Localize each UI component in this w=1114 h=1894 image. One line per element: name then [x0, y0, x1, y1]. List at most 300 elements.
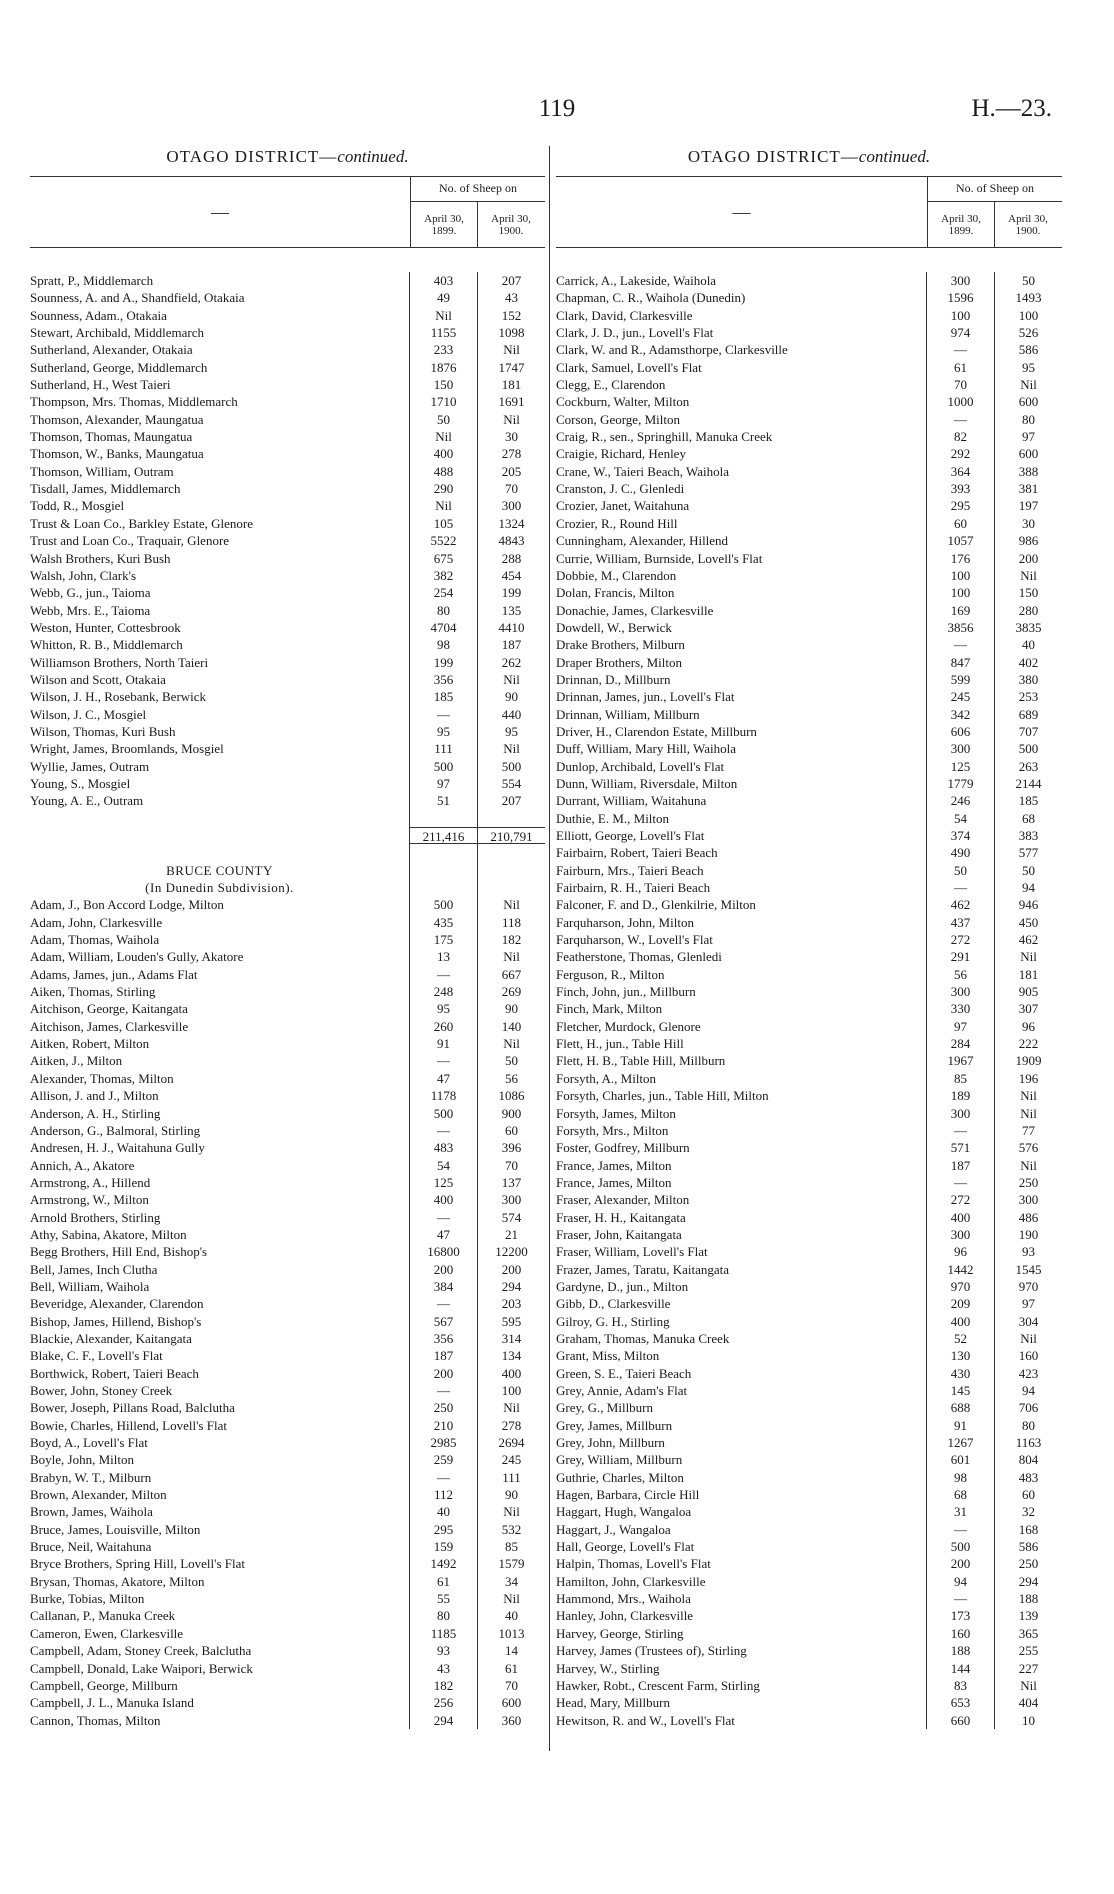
sheep-1900: 187	[477, 636, 545, 653]
sheep-1899: 300	[926, 1226, 994, 1243]
sheep-1899: 970	[926, 1278, 994, 1295]
sheep-1899: 160	[926, 1625, 994, 1642]
sheep-1900: 182	[477, 931, 545, 948]
sheep-1900: 222	[994, 1035, 1062, 1052]
table-row	[556, 654, 1062, 671]
right-title-continued: continued.	[858, 147, 931, 166]
sheep-1900: 10	[994, 1712, 1062, 1729]
sheep-1900: 134	[477, 1347, 545, 1364]
owner-name: Callanan, P., Manuka Creek	[30, 1608, 176, 1624]
table-row	[556, 272, 1062, 289]
table-row	[30, 463, 545, 480]
owner-name: (In Dunedin Subdivision).	[145, 880, 294, 896]
sheep-1899	[409, 810, 477, 827]
sheep-1900: 707	[994, 723, 1062, 740]
table-row	[556, 636, 1062, 653]
sheep-1900: 486	[994, 1209, 1062, 1226]
sheep-1899: 169	[926, 602, 994, 619]
owner-name: Finch, Mark, Milton	[556, 1001, 663, 1017]
table-row	[556, 1226, 1062, 1243]
sheep-1899: 356	[409, 671, 477, 688]
owner-name: Drinnan, William, Millburn	[556, 706, 700, 722]
sheep-1899	[409, 879, 477, 896]
table-row	[556, 463, 1062, 480]
sheep-1899: 1492	[409, 1555, 477, 1572]
sheep-1900: 440	[477, 706, 545, 723]
table-row	[30, 966, 545, 983]
table-row	[30, 1712, 545, 1729]
document-reference: H.—23.	[971, 95, 1052, 122]
sheep-1900: 85	[477, 1538, 545, 1555]
owner-name: Stewart, Archibald, Middlemarch	[30, 325, 205, 341]
sheep-1899: 660	[926, 1712, 994, 1729]
sheep-1899: 246	[926, 792, 994, 809]
table-row	[556, 1521, 1062, 1538]
table-row	[556, 567, 1062, 584]
owner-name	[30, 844, 409, 861]
sheep-1899: 599	[926, 671, 994, 688]
table-row	[30, 983, 545, 1000]
sheep-1900: 1909	[994, 1052, 1062, 1069]
sheep-1899: 60	[926, 515, 994, 532]
owner-name: Halpin, Thomas, Lovell's Flat	[556, 1556, 711, 1572]
table-row	[30, 636, 545, 653]
owner-name: Grey, William, Millburn	[556, 1452, 683, 1468]
sheep-1900: Nil	[477, 1503, 545, 1520]
sheep-1900: Nil	[994, 1157, 1062, 1174]
sheep-1900: 278	[477, 445, 545, 462]
section-heading	[30, 862, 545, 879]
sheep-1899: 52	[926, 1330, 994, 1347]
table-row	[30, 1434, 545, 1451]
table-row	[30, 307, 545, 324]
table-row	[30, 1607, 545, 1624]
sheep-1899: 80	[409, 1607, 477, 1624]
table-row	[556, 1209, 1062, 1226]
sheep-1900: 304	[994, 1313, 1062, 1330]
table-row	[556, 914, 1062, 931]
sheep-1900: 1545	[994, 1261, 1062, 1278]
sheep-1899: 209	[926, 1295, 994, 1312]
owner-name: Bryce Brothers, Spring Hill, Lovell's Flat	[30, 1556, 246, 1572]
owner-name: Clark, David, Clarkesville	[556, 307, 693, 323]
sheep-1900: 168	[994, 1521, 1062, 1538]
sheep-1899: 675	[409, 550, 477, 567]
sheep-1900: 253	[994, 688, 1062, 705]
sheep-1899: 490	[926, 844, 994, 861]
sheep-1900: 140	[477, 1018, 545, 1035]
sheep-1900: Nil	[477, 1590, 545, 1607]
owner-name: Featherstone, Thomas, Glenledi	[556, 949, 722, 965]
table-row	[556, 1538, 1062, 1555]
owner-name: Webb, G., jun., Taioma	[30, 585, 151, 601]
owner-name: BRUCE COUNTY	[166, 862, 273, 878]
sheep-1899: —	[409, 1295, 477, 1312]
sheep-1900	[477, 844, 545, 861]
table-row	[30, 1018, 545, 1035]
owner-name: Drake Brothers, Milburn	[556, 637, 685, 653]
sheep-1899: 374	[926, 827, 994, 844]
sheep-1899: 233	[409, 341, 477, 358]
no-of-sheep-label: No. of Sheep on	[928, 177, 1062, 202]
sheep-1899	[409, 862, 477, 879]
owner-name: Boyle, John, Milton	[30, 1452, 135, 1468]
table-row	[30, 324, 545, 341]
sheep-1900: 500	[994, 740, 1062, 757]
sheep-1900: 70	[477, 1677, 545, 1694]
table-row	[30, 1694, 545, 1711]
owner-name: Fraser, Alexander, Milton	[556, 1192, 690, 1208]
sheep-count-header	[410, 177, 545, 247]
left-table-header	[30, 176, 545, 248]
sheep-1899: 200	[926, 1555, 994, 1572]
sheep-1899: 974	[926, 324, 994, 341]
sheep-1900: 207	[477, 792, 545, 809]
table-row	[30, 359, 545, 376]
sheep-1899: 159	[409, 1538, 477, 1555]
sheep-1900: 689	[994, 706, 1062, 723]
table-row	[30, 671, 545, 688]
table-row	[30, 602, 545, 619]
sheep-1899: —	[926, 341, 994, 358]
table-row	[556, 1660, 1062, 1677]
owner-name: Bruce, James, Louisville, Milton	[30, 1521, 201, 1537]
sheep-1899: 210	[409, 1417, 477, 1434]
owner-name: Crane, W., Taieri Beach, Waihola	[556, 463, 730, 479]
table-row	[30, 1642, 545, 1659]
table-row	[30, 1295, 545, 1312]
sheep-1900: 97	[994, 1295, 1062, 1312]
sheep-1899: 245	[926, 688, 994, 705]
sheep-1900: 462	[994, 931, 1062, 948]
sheep-1899: 130	[926, 1347, 994, 1364]
sheep-1899: 97	[926, 1018, 994, 1035]
table-row	[556, 896, 1062, 913]
sheep-1899: 187	[926, 1157, 994, 1174]
owner-name: Aiken, Thomas, Stirling	[30, 984, 156, 1000]
year-1899-header: April 30, 1899.	[424, 212, 464, 237]
owner-name: Webb, Mrs. E., Taioma	[30, 602, 151, 618]
table-row	[30, 758, 545, 775]
table-row	[556, 1122, 1062, 1139]
sheep-1899: 111	[409, 740, 477, 757]
table-row	[30, 740, 545, 757]
table-row	[556, 307, 1062, 324]
sheep-1900: 32	[994, 1503, 1062, 1520]
table-row	[556, 445, 1062, 462]
sheep-1899: 500	[926, 1538, 994, 1555]
table-row	[556, 1573, 1062, 1590]
table-row	[30, 1191, 545, 1208]
sheep-1899: 403	[409, 272, 477, 289]
sheep-1899: 393	[926, 480, 994, 497]
owner-name: Armstrong, W., Milton	[30, 1192, 149, 1208]
owner-name: Durrant, William, Waitahuna	[556, 793, 707, 809]
sheep-1900: 190	[994, 1226, 1062, 1243]
table-row	[556, 480, 1062, 497]
sheep-1900: 483	[994, 1469, 1062, 1486]
table-row	[30, 1347, 545, 1364]
sheep-1900: Nil	[994, 567, 1062, 584]
table-row	[556, 1000, 1062, 1017]
table-row	[30, 654, 545, 671]
table-row	[556, 931, 1062, 948]
sheep-1900: 40	[477, 1607, 545, 1624]
owner-name: Adam, Thomas, Waihola	[30, 932, 160, 948]
owner-name: Crozier, Janet, Waitahuna	[556, 498, 690, 514]
sheep-1899: 100	[926, 567, 994, 584]
table-row	[30, 1139, 545, 1156]
owner-name: Todd, R., Mosgiel	[30, 498, 125, 514]
sheep-1899: 847	[926, 654, 994, 671]
owner-name: Spratt, P., Middlemarch	[30, 273, 154, 288]
table-row	[556, 1313, 1062, 1330]
sheep-1899: 91	[926, 1417, 994, 1434]
sheep-1899: 145	[926, 1382, 994, 1399]
owner-name: Adam, J., Bon Accord Lodge, Milton	[30, 897, 224, 913]
sheep-1899: 1057	[926, 532, 994, 549]
sheep-1899: —	[926, 636, 994, 653]
table-row	[556, 376, 1062, 393]
sheep-1900: 12200	[477, 1243, 545, 1260]
sheep-1899: —	[926, 1521, 994, 1538]
owner-name: Thompson, Mrs. Thomas, Middlemarch	[30, 394, 238, 410]
table-row	[556, 1503, 1062, 1520]
table-row	[556, 359, 1062, 376]
table-row	[30, 1382, 545, 1399]
sheep-1900: 50	[994, 862, 1062, 879]
owner-name: Adams, James, jun., Adams Flat	[30, 966, 198, 982]
table-row	[30, 896, 545, 913]
sheep-1900: 77	[994, 1122, 1062, 1139]
table-row	[556, 289, 1062, 306]
sheep-1899: 112	[409, 1486, 477, 1503]
sheep-1899: 188	[926, 1642, 994, 1659]
table-row	[30, 1573, 545, 1590]
sheep-1899: 16800	[409, 1243, 477, 1260]
sheep-1899: 300	[926, 272, 994, 289]
table-row	[30, 289, 545, 306]
table-row	[556, 1070, 1062, 1087]
table-row	[556, 1191, 1062, 1208]
sheep-1900: 210,791	[477, 827, 545, 844]
sheep-1900: 388	[994, 463, 1062, 480]
owner-name: Grey, Annie, Adam's Flat	[556, 1383, 688, 1398]
owner-name: Hanley, John, Clarkesville	[556, 1608, 694, 1624]
owner-name: Dobbie, M., Clarendon	[556, 567, 677, 583]
owner-name: Thomson, William, Outram	[30, 463, 174, 479]
left-title-main: OTAGO DISTRICT—	[166, 147, 338, 166]
table-row	[556, 619, 1062, 636]
sheep-1900: 383	[994, 827, 1062, 844]
sheep-1900: 365	[994, 1625, 1062, 1642]
sheep-1899: 342	[926, 706, 994, 723]
sheep-1900: 300	[994, 1191, 1062, 1208]
owner-name: Anderson, G., Balmoral, Stirling	[30, 1122, 201, 1138]
sheep-1899: 173	[926, 1607, 994, 1624]
sheep-1900: 1691	[477, 393, 545, 410]
sheep-1900: Nil	[477, 740, 545, 757]
sheep-1900: Nil	[994, 1087, 1062, 1104]
sheep-1899: 382	[409, 567, 477, 584]
sheep-1899: 601	[926, 1451, 994, 1468]
owner-name: Harvey, George, Stirling	[556, 1625, 684, 1641]
sheep-1900: Nil	[477, 948, 545, 965]
owner-name: Gilroy, G. H., Stirling	[556, 1313, 670, 1329]
sheep-1899: 1000	[926, 393, 994, 410]
owner-name: Fairbairn, Robert, Taieri Beach	[556, 845, 718, 861]
sheep-1899: 653	[926, 1694, 994, 1711]
sheep-1899: 47	[409, 1226, 477, 1243]
table-row	[556, 324, 1062, 341]
table-row	[556, 1434, 1062, 1451]
sheep-1900	[477, 879, 545, 896]
sheep-1900: 90	[477, 1000, 545, 1017]
sheep-1899: 1876	[409, 359, 477, 376]
owner-name: Dowdell, W., Berwick	[556, 619, 672, 635]
owner-name: Fairburn, Mrs., Taieri Beach	[556, 862, 704, 878]
table-row	[30, 792, 545, 809]
table-row	[556, 775, 1062, 792]
sheep-1900: 135	[477, 602, 545, 619]
sheep-1899: 150	[409, 376, 477, 393]
owner-name: Allison, J. and J., Milton	[30, 1088, 159, 1104]
sheep-1900: 199	[477, 584, 545, 601]
right-title-main: OTAGO DISTRICT—	[687, 147, 859, 166]
owner-name: Frazer, James, Taratu, Kaitangata	[556, 1261, 730, 1277]
sheep-1900: Nil	[477, 341, 545, 358]
sheep-1899: 80	[409, 602, 477, 619]
sheep-1900: 70	[477, 1157, 545, 1174]
owner-name: Harvey, W., Stirling	[556, 1660, 660, 1676]
owner-name: Grant, Miss, Milton	[556, 1348, 660, 1364]
sheep-1899: 200	[409, 1365, 477, 1382]
table-row	[556, 1417, 1062, 1434]
table-row	[30, 1000, 545, 1017]
table-row	[30, 428, 545, 445]
sheep-1900: 1324	[477, 515, 545, 532]
sheep-1900	[477, 810, 545, 827]
table-row	[556, 1261, 1062, 1278]
owner-name: Bell, James, Inch Clutha	[30, 1261, 158, 1277]
sheep-1899: 400	[409, 445, 477, 462]
sheep-1900: 150	[994, 584, 1062, 601]
sheep-1899: 567	[409, 1313, 477, 1330]
owner-name	[30, 827, 409, 844]
table-row	[30, 1677, 545, 1694]
sheep-1900: 554	[477, 775, 545, 792]
table-row	[30, 1660, 545, 1677]
owner-name: Drinnan, James, jun., Lovell's Flat	[556, 689, 735, 705]
sheep-1900: 200	[994, 550, 1062, 567]
sheep-1900: 255	[994, 1642, 1062, 1659]
sheep-1899: 51	[409, 792, 477, 809]
right-table-header	[556, 176, 1062, 248]
owner-name: Thomson, W., Banks, Maungatua	[30, 446, 204, 462]
sheep-1900: 263	[994, 758, 1062, 775]
table-row	[556, 1243, 1062, 1260]
sheep-1900: 450	[994, 914, 1062, 931]
sheep-1899: —	[926, 1122, 994, 1139]
sheep-1900: 706	[994, 1399, 1062, 1416]
sheep-1900: 188	[994, 1590, 1062, 1607]
owner-name: Harvey, James (Trustees of), Stirling	[556, 1643, 747, 1659]
sheep-1899: 55	[409, 1590, 477, 1607]
sheep-1899: —	[409, 1209, 477, 1226]
table-row	[30, 497, 545, 514]
owner-name: Cockburn, Walter, Milton	[556, 394, 690, 410]
table-row	[556, 550, 1062, 567]
owner-name: Drinnan, D., Millburn	[556, 671, 671, 687]
table-row	[30, 1174, 545, 1191]
sheep-1899: 50	[409, 411, 477, 428]
table-row	[556, 411, 1062, 428]
sheep-1900: 300	[477, 1191, 545, 1208]
sheep-1900: Nil	[477, 1035, 545, 1052]
sheep-1900: 595	[477, 1313, 545, 1330]
table-row	[556, 515, 1062, 532]
sheep-1900: 200	[477, 1261, 545, 1278]
owner-name: Currie, William, Burnside, Lovell's Flat	[556, 550, 763, 566]
table-row	[30, 550, 545, 567]
table-row	[30, 1555, 545, 1572]
sheep-1899: 96	[926, 1243, 994, 1260]
owner-name: Blackie, Alexander, Kaitangata	[30, 1330, 192, 1346]
table-row	[30, 1365, 545, 1382]
sheep-1900: 574	[477, 1209, 545, 1226]
table-row	[556, 602, 1062, 619]
owner-name: Aitchison, James, Clarkesville	[30, 1018, 189, 1034]
owner-name: Grey, James, Millburn	[556, 1417, 673, 1433]
table-row	[30, 480, 545, 497]
sheep-1899: 54	[926, 810, 994, 827]
table-row	[556, 966, 1062, 983]
owner-name: Annich, A., Akatore	[30, 1157, 135, 1173]
table-row	[556, 948, 1062, 965]
sheep-1899: 1710	[409, 393, 477, 410]
table-row	[556, 1625, 1062, 1642]
sheep-1900: 197	[994, 497, 1062, 514]
left-table-body	[30, 272, 545, 1729]
sheep-1900: 61	[477, 1660, 545, 1677]
right-column	[556, 146, 1062, 1729]
sheep-1900: 70	[477, 480, 545, 497]
sheep-1899: 182	[409, 1677, 477, 1694]
sheep-1900: 21	[477, 1226, 545, 1243]
sheep-1899: 688	[926, 1399, 994, 1416]
sheep-1899: 97	[409, 775, 477, 792]
owner-name: Weston, Hunter, Cottesbrook	[30, 619, 181, 635]
sheep-1899: 187	[409, 1347, 477, 1364]
sheep-1899: 61	[409, 1573, 477, 1590]
owner-name: Cameron, Ewen, Clarkesville	[30, 1625, 184, 1641]
table-row	[556, 862, 1062, 879]
table-row	[556, 1052, 1062, 1069]
table-row	[556, 1105, 1062, 1122]
owner-name: Brown, Alexander, Milton	[30, 1487, 167, 1503]
sheep-1900: 137	[477, 1174, 545, 1191]
sheep-1899: —	[926, 1590, 994, 1607]
sheep-1899: 2985	[409, 1434, 477, 1451]
owner-name: Head, Mary, Millburn	[556, 1695, 670, 1711]
sheep-1900: 586	[994, 1538, 1062, 1555]
sheep-1900: 118	[477, 914, 545, 931]
sheep-1899: 356	[409, 1330, 477, 1347]
table-row	[30, 341, 545, 358]
sheep-1899: —	[926, 879, 994, 896]
owner-name: Bishop, James, Hillend, Bishop's	[30, 1313, 202, 1329]
sheep-1899: 500	[409, 1105, 477, 1122]
